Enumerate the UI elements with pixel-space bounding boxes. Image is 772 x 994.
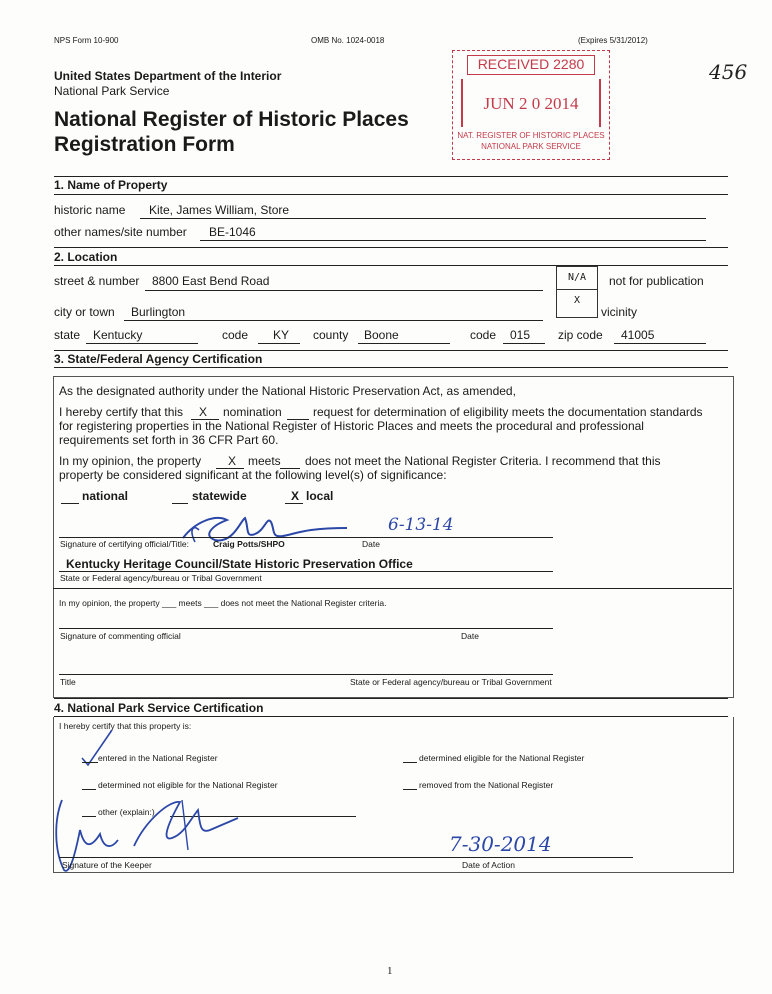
county-code-value: 015	[510, 328, 531, 342]
received-stamp	[452, 50, 610, 160]
department: United States Department of the Interior	[54, 69, 282, 83]
city-label: city or town	[54, 305, 115, 319]
action-date: 7-30-2014	[449, 832, 552, 856]
nps-intro: I hereby certify that this property is:	[59, 721, 192, 731]
zip-label: zip code	[558, 328, 603, 342]
title-agency-label: State or Federal agency/bureau or Tribal Government	[350, 677, 552, 687]
cert-p3-line2: property be considered significant at the following level(s) of significance:	[59, 468, 447, 482]
sig-name: Craig Potts/SHPO	[213, 539, 285, 549]
state-code-value: KY	[273, 328, 290, 342]
page-number: 1	[387, 965, 393, 977]
street-label: street & number	[54, 274, 140, 288]
cert-p2-line3: requirements set forth in 36 CFR Part 60.	[59, 433, 279, 447]
level-statewide: statewide	[192, 489, 247, 503]
cert-p2-x: X	[199, 405, 208, 419]
other-explain-label: other (explain:)	[98, 807, 155, 817]
sig-date-label: Date	[362, 539, 380, 549]
cert-p3-c: does not meet the National Register Criteria. I recommend that this	[305, 454, 661, 468]
date-of-action-label: Date of Action	[462, 860, 515, 870]
historic-name-label: historic name	[54, 203, 126, 217]
certifying-date: 6-13-14	[388, 515, 454, 535]
state-label: state	[54, 328, 81, 342]
service: National Park Service	[54, 84, 170, 98]
cert-p2-c: request for determination of eligibility meets the documentation standards	[313, 405, 703, 419]
expiration: (Expires 5/31/2012)	[578, 36, 648, 45]
form-title-line2: Registration Form	[54, 133, 235, 156]
stamp-received: RECEIVED 2280	[467, 55, 595, 75]
stamp-date: JUN 2 0 2014	[483, 94, 579, 113]
title-label: Title	[60, 677, 76, 687]
agency-name: Kentucky Heritage Council/State Historic Preservation Office	[66, 557, 413, 571]
removed-label: removed from the National Register	[419, 780, 554, 790]
section1-heading: 1. Name of Property	[54, 178, 168, 192]
form-number: NPS Form 10-900	[54, 36, 119, 45]
historic-name-value: Kite, James William, Store	[149, 203, 290, 217]
cert-p3-a: In my opinion, the property	[59, 454, 202, 468]
commenting-opinion: In my opinion, the property ___ meets ___ does not meet the National Register criteria.	[59, 598, 387, 608]
state-code-label: code	[222, 328, 249, 342]
vicinity-label: vicinity	[601, 305, 638, 319]
cert-p2-line2: for registering properties in the National Register of Historic Places and meets the procedural and professional	[59, 419, 644, 433]
street-value: 8800 East Bend Road	[152, 274, 270, 288]
cert-p2-a: I hereby certify that this	[59, 405, 184, 419]
other-names-label: other names/site number	[54, 225, 187, 239]
level-local-x: X	[291, 489, 300, 503]
level-local: local	[306, 489, 334, 503]
determined-not-eligible-label: determined not eligible for the National Register	[98, 780, 278, 790]
state-value: Kentucky	[93, 328, 143, 342]
cert-p1: As the designated authority under the National Historic Preservation Act, as amended,	[59, 384, 516, 398]
stamp-line2: NATIONAL PARK SERVICE	[481, 142, 581, 151]
not-for-publication-checkbox[interactable]: N/A	[556, 266, 598, 290]
keeper-signature	[50, 790, 250, 885]
omb-number: OMB No. 1024-0018	[311, 36, 385, 45]
stamp-line1: NAT. REGISTER OF HISTORIC PLACES	[457, 131, 605, 140]
agency-label: State or Federal agency/bureau or Tribal Government	[60, 573, 262, 583]
form-title-line1: National Register of Historic Places	[54, 108, 409, 131]
county-code-label: code	[470, 328, 497, 342]
vicinity-checkbox[interactable]: X	[556, 289, 598, 318]
entered-label: entered in the National Register	[98, 753, 218, 763]
handwritten-number: 456	[709, 60, 748, 84]
commenting-date-label: Date	[461, 631, 479, 641]
zip-value: 41005	[621, 328, 655, 342]
commenting-sig-label: Signature of commenting official	[60, 631, 181, 641]
city-value: Burlington	[131, 305, 186, 319]
cert-p3-b: meets	[248, 454, 281, 468]
not-for-publication-label: not for publication	[609, 274, 704, 288]
section2-heading: 2. Location	[54, 250, 118, 264]
county-value: Boone	[364, 328, 399, 342]
level-national: national	[82, 489, 129, 503]
determined-eligible-label: determined eligible for the National Register	[419, 753, 585, 763]
sig-label: Signature of certifying official/Title:	[60, 539, 189, 549]
section3-heading: 3. State/Federal Agency Certification	[54, 352, 263, 366]
other-names-value: BE-1046	[209, 225, 256, 239]
cert-p3-x: X	[228, 454, 237, 468]
keeper-label: Signature of the Keeper	[62, 860, 152, 870]
cert-p2-b: nomination	[223, 405, 282, 419]
county-label: county	[313, 328, 349, 342]
section4-heading: 4. National Park Service Certification	[54, 701, 264, 715]
